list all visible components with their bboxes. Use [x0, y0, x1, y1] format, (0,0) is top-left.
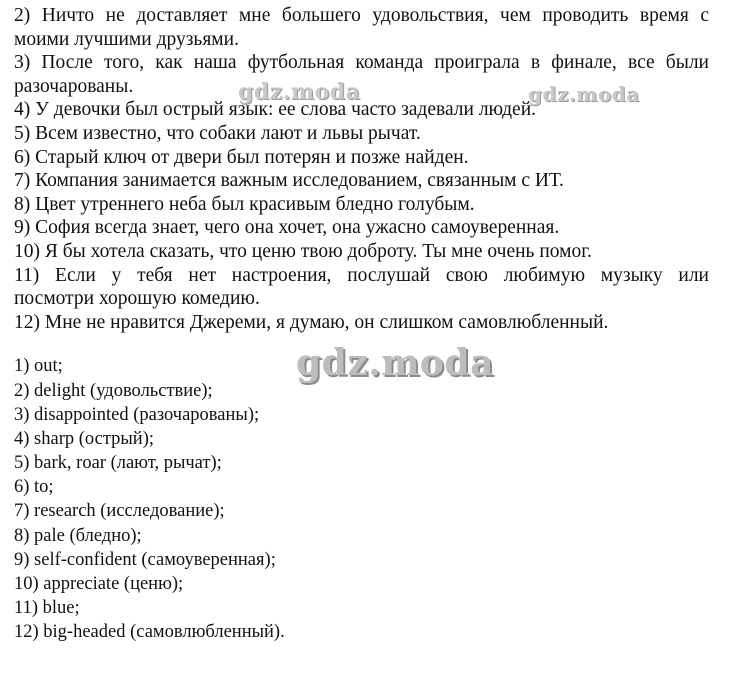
document-page: [14, 4, 709, 645]
watermark-logo-large: gdz.moda: [296, 342, 494, 384]
answer-item: 11) blue;: [14, 598, 80, 619]
sentence-line: посмотри хорошую комедию.: [14, 288, 260, 310]
answer-item: 6) to;: [14, 477, 54, 498]
sentence-line: разочарованы.: [14, 75, 134, 97]
answer-item: 10) appreciate (ценю);: [14, 574, 184, 594]
answer-item: 12) big-headed (самовлюбленный).: [14, 622, 285, 643]
sentence-line: 11) Если у тебя нет настроения, послушай свою любимую музыку или: [14, 264, 709, 286]
answer-item: 4) sharp (острый);: [14, 428, 155, 449]
sentence-line: 12) Мне не нравится Джереми, я думаю, он слишком самовлюбленный.: [14, 311, 609, 333]
sentence-line: 6) Старый ключ от двери был потерян и позже найден.: [14, 146, 469, 168]
sentence-line: 4) У девочки был острый язык: ее слова часто задевали людей.: [14, 99, 537, 121]
sentence-line: 8) Цвет утреннего неба был красивым бледно голубым.: [14, 193, 475, 215]
section-gap: [14, 334, 709, 354]
sentence-line: моими лучшими друзьями.: [14, 28, 239, 50]
answer-item: 2) delight (удовольствие);: [14, 380, 213, 401]
watermark-logo: gdz.moda: [528, 82, 640, 106]
watermark-logo: gdz.moda: [238, 79, 361, 105]
sentence-line: 2) Ничто не доставляет мне большего удовольствия, чем проводить время с: [14, 5, 709, 26]
translated-sentences: [14, 4, 709, 334]
answer-item: 7) research (исследование);: [14, 501, 225, 522]
sentence-line: 3) После того, как наша футбольная команда проиграла в финале, все были: [14, 52, 709, 74]
answer-item: 9) self-confident (самоуверенная);: [14, 549, 276, 570]
answer-list: [14, 354, 709, 644]
sentence-line: 10) Я бы хотела сказать, что ценю твою доброту. Ты мне очень помог.: [14, 240, 592, 262]
sentence-line: 5) Всем известно, что собаки лают и львы рычат.: [14, 122, 421, 144]
sentence-line: 7) Компания занимается важным исследованием, связанным с ИТ.: [14, 170, 564, 192]
answer-item: 3) disappointed (разочарованы);: [14, 404, 260, 425]
sentence-line: 9) София всегда знает, чего она хочет, она ужасно самоуверенная.: [14, 217, 560, 239]
answer-item: 8) pale (бледно);: [14, 525, 142, 546]
answer-item: 1) out;: [14, 356, 63, 377]
answer-item: 5) bark, roar (лают, рычат);: [14, 453, 222, 474]
